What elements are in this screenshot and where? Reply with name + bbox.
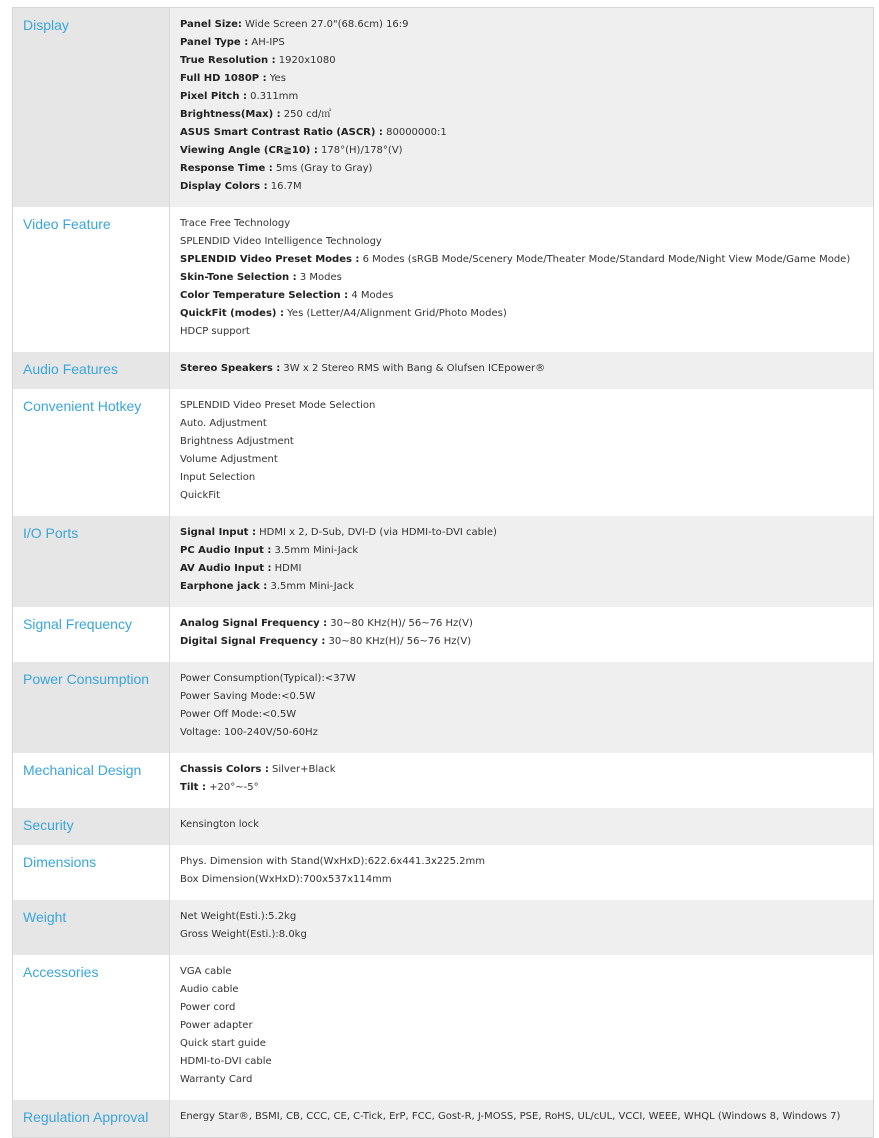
spec-line: [180, 855, 863, 873]
spec-line: [180, 235, 863, 253]
spec-line: [180, 362, 863, 380]
spec-value: Yes (Letter/A4/Alignment Grid/Photo Modes): [283, 308, 507, 319]
spec-value: 30~80 KHz(H)/ 56~76 Hz(V): [325, 636, 472, 647]
spec-line: [180, 580, 863, 598]
spec-value: AH-IPS: [248, 37, 285, 48]
spec-row: [13, 753, 874, 808]
spec-key: Earphone jack :: [180, 581, 268, 592]
spec-line: [180, 271, 863, 289]
spec-value: Warranty Card: [180, 1074, 253, 1085]
spec-line: [180, 1073, 863, 1091]
spec-category-label: Video Feature: [13, 207, 170, 352]
spec-values: [170, 389, 874, 516]
spec-values: [170, 808, 874, 845]
spec-row: [13, 8, 874, 208]
spec-line: [180, 90, 863, 108]
spec-key: Display Colors :: [180, 181, 268, 192]
spec-line: [180, 562, 863, 580]
spec-key: ASUS Smart Contrast Ratio (ASCR) :: [180, 127, 383, 138]
spec-row: [13, 845, 874, 900]
spec-line: [180, 526, 863, 544]
spec-value: 3.5mm Mini-Jack: [271, 545, 359, 556]
spec-values: [170, 900, 874, 955]
spec-value: 178°(H)/178°(V): [317, 145, 403, 156]
spec-key: Signal Input :: [180, 527, 256, 538]
spec-category-label: Power Consumption: [13, 662, 170, 753]
spec-value: 3.5mm Mini-Jack: [267, 581, 355, 592]
spec-value: 3W x 2 Stereo RMS with Bang & Olufsen ICEpower®: [280, 363, 546, 374]
spec-value: Audio cable: [180, 984, 239, 995]
spec-value: SPLENDID Video Preset Mode Selection: [180, 400, 376, 411]
spec-line: [180, 617, 863, 635]
spec-line: [180, 1001, 863, 1019]
spec-line: [180, 1110, 863, 1128]
spec-value: Power Off Mode:<0.5W: [180, 709, 297, 720]
spec-line: [180, 965, 863, 983]
spec-values: [170, 516, 874, 607]
spec-key: Panel Type :: [180, 37, 249, 48]
spec-key: Brightness(Max) :: [180, 109, 281, 120]
spec-line: [180, 144, 863, 162]
spec-key: Analog Signal Frequency :: [180, 618, 328, 629]
spec-value: HDMI: [271, 563, 302, 574]
spec-key: SPLENDID Video Preset Modes :: [180, 254, 360, 265]
spec-value: Power Saving Mode:<0.5W: [180, 691, 316, 702]
spec-key: QuickFit (modes) :: [180, 308, 284, 319]
spec-value: +20°~-5°: [205, 782, 259, 793]
spec-line: [180, 672, 863, 690]
spec-key: Pixel Pitch :: [180, 91, 247, 102]
spec-line: [180, 253, 863, 271]
spec-line: [180, 1037, 863, 1055]
spec-line: [180, 289, 863, 307]
spec-row: [13, 389, 874, 516]
spec-line: [180, 471, 863, 489]
spec-key: Tilt :: [180, 782, 206, 793]
spec-value: 5ms (Gray to Gray): [272, 163, 373, 174]
spec-key: Digital Signal Frequency :: [180, 636, 326, 647]
spec-category-label: Audio Features: [13, 352, 170, 389]
spec-line: [180, 36, 863, 54]
spec-line: [180, 983, 863, 1001]
spec-category-label: I/O Ports: [13, 516, 170, 607]
spec-key: AV Audio Input :: [180, 563, 272, 574]
spec-line: [180, 910, 863, 928]
spec-row: [13, 808, 874, 845]
spec-values: [170, 8, 874, 208]
spec-category-label: Dimensions: [13, 845, 170, 900]
spec-value: 6 Modes (sRGB Mode/Scenery Mode/Theater Mode/Standard Mode/Night View Mode/Game Mode): [359, 254, 851, 265]
spec-line: [180, 489, 863, 507]
spec-values: [170, 352, 874, 389]
spec-key: Response Time :: [180, 163, 273, 174]
spec-category-label: Accessories: [13, 955, 170, 1100]
spec-values: [170, 845, 874, 900]
spec-value: SPLENDID Video Intelligence Technology: [180, 236, 382, 247]
spec-category-label: Display: [13, 8, 170, 208]
spec-value: Brightness Adjustment: [180, 436, 294, 447]
spec-line: [180, 453, 863, 471]
spec-line: [180, 18, 863, 36]
spec-row: [13, 207, 874, 352]
spec-value: 1920x1080: [275, 55, 336, 66]
spec-value: VGA cable: [180, 966, 232, 977]
spec-key: Viewing Angle (CR≧10) :: [180, 145, 318, 156]
spec-value: 250 cd/㎡: [280, 109, 332, 120]
spec-key: Full HD 1080P :: [180, 73, 267, 84]
spec-line: [180, 162, 863, 180]
spec-line: [180, 217, 863, 235]
spec-value: 30~80 KHz(H)/ 56~76 Hz(V): [327, 618, 473, 629]
spec-value: Silver+Black: [268, 764, 336, 775]
spec-category-label: Convenient Hotkey: [13, 389, 170, 516]
spec-value: 16.7M: [267, 181, 302, 192]
spec-line: [180, 72, 863, 90]
spec-value: Net Weight(Esti.):5.2kg: [180, 911, 297, 922]
spec-row: [13, 607, 874, 662]
spec-line: [180, 126, 863, 144]
spec-line: [180, 818, 863, 836]
spec-values: [170, 607, 874, 662]
spec-value: HDCP support: [180, 326, 250, 337]
spec-line: [180, 763, 863, 781]
spec-value: Wide Screen 27.0"(68.6cm) 16:9: [241, 19, 409, 30]
spec-value: Volume Adjustment: [180, 454, 278, 465]
spec-line: [180, 873, 863, 891]
spec-value: 80000000:1: [382, 127, 447, 138]
spec-value: QuickFit: [180, 490, 220, 501]
spec-table-body: [13, 8, 874, 1138]
spec-line: [180, 54, 863, 72]
spec-value: Quick start guide: [180, 1038, 266, 1049]
spec-values: [170, 207, 874, 352]
spec-value: Yes: [266, 73, 286, 84]
spec-values: [170, 662, 874, 753]
spec-line: [180, 690, 863, 708]
spec-category-label: Security: [13, 808, 170, 845]
spec-value: Auto. Adjustment: [180, 418, 267, 429]
spec-line: [180, 544, 863, 562]
spec-line: [180, 726, 863, 744]
spec-value: Power Consumption(Typical):<37W: [180, 673, 356, 684]
spec-category-label: Signal Frequency: [13, 607, 170, 662]
spec-value: Input Selection: [180, 472, 256, 483]
spec-line: [180, 781, 863, 799]
spec-value: HDMI-to-DVI cable: [180, 1056, 272, 1067]
spec-value: Energy Star®, BSMI, CB, CCC, CE, C-Tick, ErP, FCC, Gost-R, J-MOSS, PSE, RoHS, UL/cUL, VCCI, WEEE, WHQL (Windows 8, Windows 7): [180, 1111, 841, 1122]
spec-key: Skin-Tone Selection :: [180, 272, 297, 283]
spec-value: Phys. Dimension with Stand(WxHxD):622.6x441.3x225.2mm: [180, 856, 485, 867]
spec-value: HDMI x 2, D-Sub, DVI-D (via HDMI-to-DVI cable): [255, 527, 497, 538]
spec-row: [13, 662, 874, 753]
spec-key: True Resolution :: [180, 55, 276, 66]
spec-values: [170, 753, 874, 808]
spec-line: [180, 417, 863, 435]
spec-category-label: Regulation Approval: [13, 1100, 170, 1138]
spec-line: [180, 435, 863, 453]
spec-value: 3 Modes: [296, 272, 342, 283]
spec-line: [180, 180, 863, 198]
spec-value: Power cord: [180, 1002, 236, 1013]
spec-key: Panel Size:: [180, 19, 242, 30]
spec-line: [180, 307, 863, 325]
spec-key: Color Temperature Selection :: [180, 290, 349, 301]
spec-value: Box Dimension(WxHxD):700x537x114mm: [180, 874, 392, 885]
spec-key: Stereo Speakers :: [180, 363, 281, 374]
spec-values: [170, 955, 874, 1100]
spec-key: Chassis Colors :: [180, 764, 269, 775]
spec-row: [13, 955, 874, 1100]
spec-line: [180, 928, 863, 946]
spec-value: Trace Free Technology: [180, 218, 291, 229]
spec-key: PC Audio Input :: [180, 545, 272, 556]
spec-line: [180, 325, 863, 343]
spec-value: Power adapter: [180, 1020, 253, 1031]
spec-line: [180, 635, 863, 653]
spec-line: [180, 708, 863, 726]
spec-row: [13, 516, 874, 607]
spec-value: Kensington lock: [180, 819, 259, 830]
spec-row: [13, 1100, 874, 1138]
spec-value: 0.311mm: [246, 91, 299, 102]
spec-line: [180, 399, 863, 417]
spec-table: [12, 7, 874, 1138]
spec-line: [180, 1055, 863, 1073]
spec-row: [13, 352, 874, 389]
spec-line: [180, 108, 863, 126]
spec-row: [13, 900, 874, 955]
spec-values: [170, 1100, 874, 1138]
spec-value: Gross Weight(Esti.):8.0kg: [180, 929, 307, 940]
spec-value: 4 Modes: [348, 290, 394, 301]
spec-value: Voltage: 100-240V/50-60Hz: [180, 727, 318, 738]
spec-line: [180, 1019, 863, 1037]
spec-category-label: Weight: [13, 900, 170, 955]
spec-category-label: Mechanical Design: [13, 753, 170, 808]
